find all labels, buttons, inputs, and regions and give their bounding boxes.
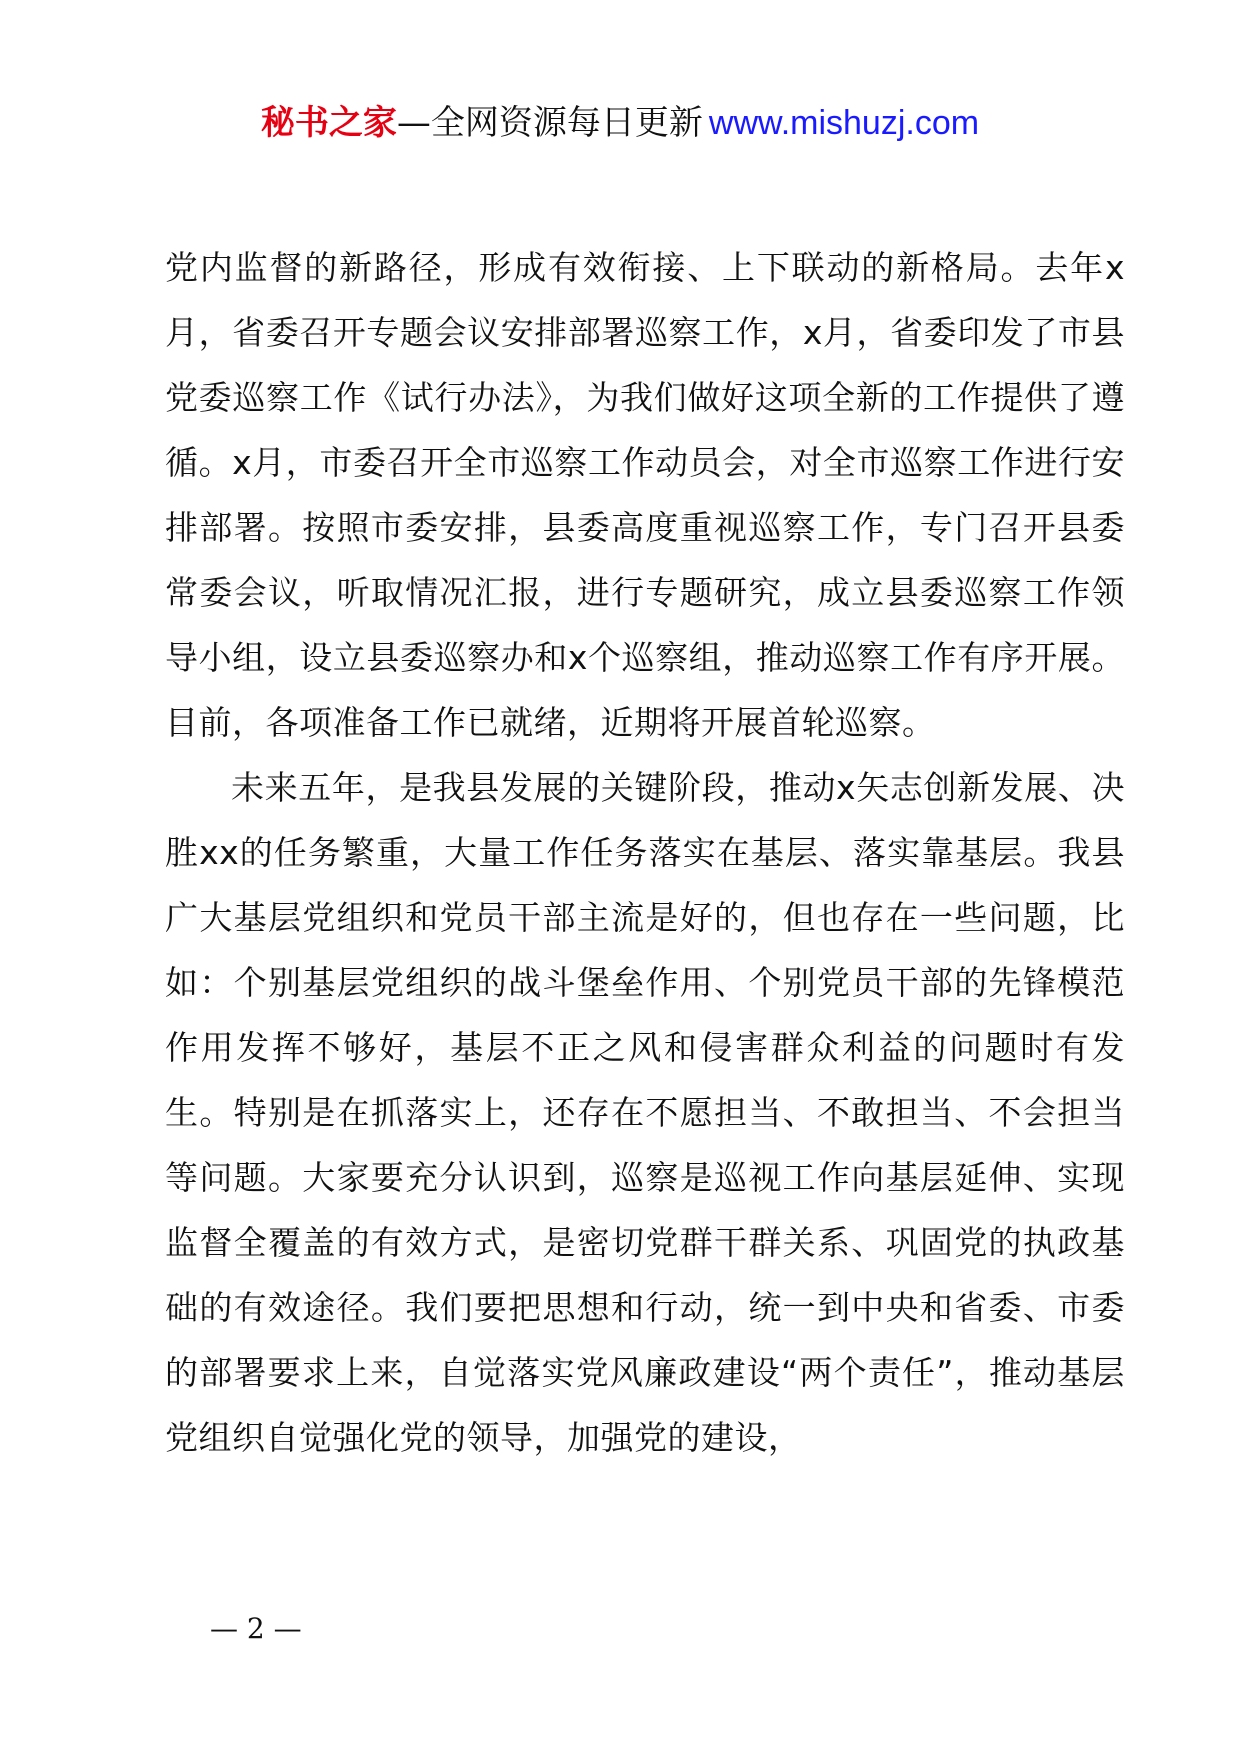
paragraph: 未来五年，是我县发展的关键阶段，推动x矢志创新发展、决胜xx的任务繁重，大量工作任务落实在基层、落实靠基层。我县广大基层党组织和党员干部主流是好的，但也存在一些问题，比如：个别基层党组织的战斗堡垒作用、个别党员干部的先锋模范作用发挥不够好，基层不正之风和侵害群众利益的问题时有发生。特别是在抓落实上，还存在不愿担当、不敢担当、不会担当等问题。大家要充分认识到，巡察是巡视工作向基层延伸、实现监督全覆盖的有效方式，是密切党群干群关系、巩固党的执政基础的有效途径。我们要把思想和行动，统一到中央和省委、市委的部署要求上来，自觉落实党风廉政建设“两个责任”，推动基层党组织自觉强化党的领导，加强党的建设， — [165, 768, 1125, 1457]
page-number: — 2 — — [210, 1612, 302, 1645]
site-url-link[interactable]: www.mishuzj.com — [708, 104, 980, 142]
document-body — [165, 235, 1125, 1470]
site-header — [0, 100, 1240, 146]
paragraph-continued: 党内监督的新路径，形成有效衔接、上下联动的新格局。去年x月，省委召开专题会议安排部署巡察工作，x月，省委印发了市县党委巡察工作《试行办法》，为我们做好这项全新的工作提供了遵循。x月，市委召开全市巡察工作动员会，对全市巡察工作进行安排部署。按照市委安排，县委高度重视巡察工作，专门召开县委常委会议，听取情况汇报，进行专题研究，成立县委巡察工作领导小组，设立县委巡察办和x个巡察组，推动巡察工作有序开展。目前，各项准备工作已就绪，近期将开展首轮巡察。 — [165, 248, 1125, 742]
brand-name: 秘书之家 — [260, 103, 397, 143]
header-tagline: —全网资源每日更新 — [396, 103, 703, 143]
